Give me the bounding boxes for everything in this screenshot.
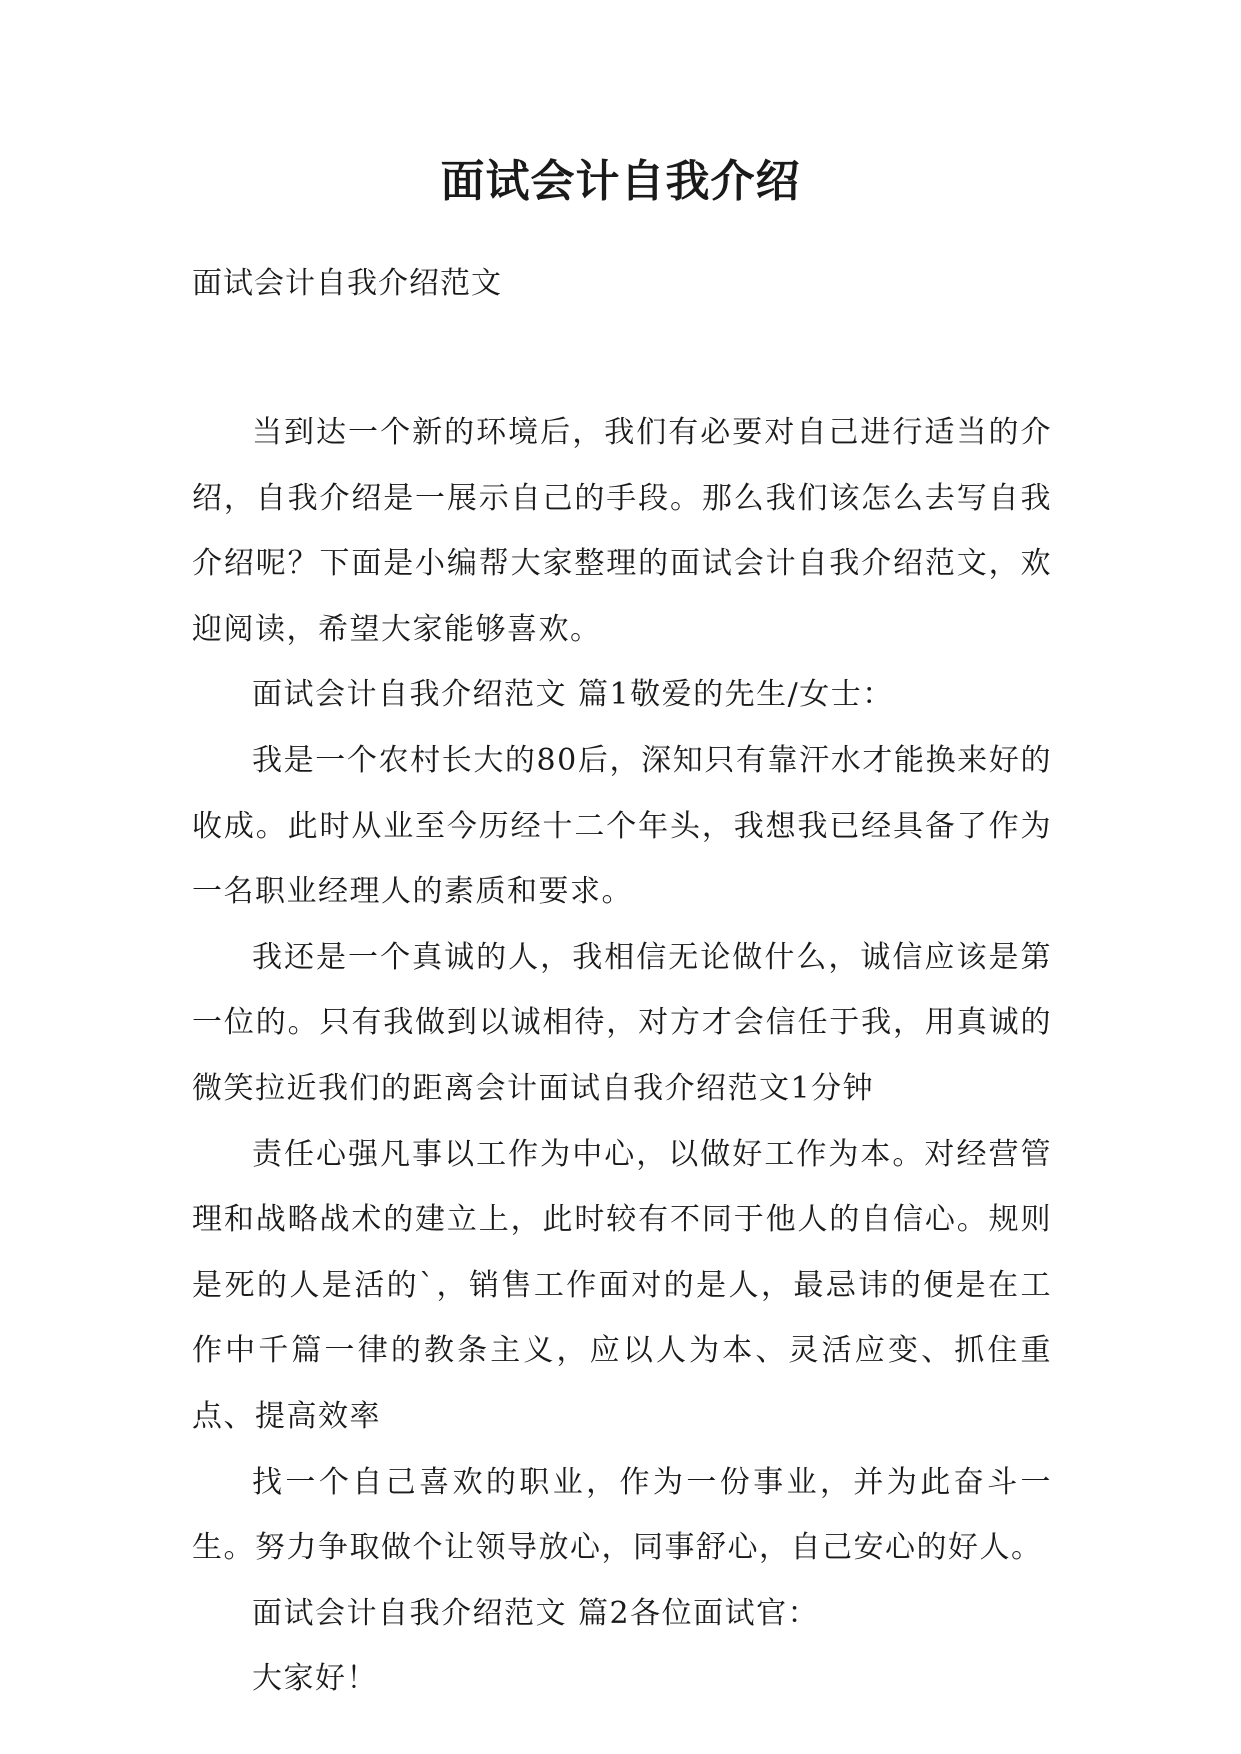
- paragraph: 面试会计自我介绍范文 篇1敬爱的先生/女士：: [252, 677, 894, 713]
- paragraph: 找一个自己喜欢的职业，作为一份事业，并为此奋斗一生。努力争取做个让领导放心，同事舒心，自己安心的好人。: [192, 1464, 1052, 1566]
- document-subtitle: 面试会计自我介绍范文: [192, 266, 502, 301]
- paragraph: 责任心强凡事以工作为中心，以做好工作为本。对经营管理和战略战术的建立上，此时较有不同于他人的自信心。规则是死的人是活的`，销售工作面对的是人，最忌讳的便是在工作中千篇一律的教条主义，应以人为本、灵活应变、抓住重点、提高效率: [192, 1136, 1052, 1434]
- paragraph: 我还是一个真诚的人，我相信无论做什么，诚信应该是第一位的。只有我做到以诚相待，对方才会信任于我，用真诚的微笑拉近我们的距离会计面试自我介绍范文1分钟: [192, 939, 1052, 1106]
- paragraph: 大家好！: [252, 1661, 378, 1697]
- paragraph: 面试会计自我介绍范文 篇2各位面试官：: [252, 1595, 820, 1631]
- paragraph: 当到达一个新的环境后，我们有必要对自己进行适当的介绍，自我介绍是一展示自己的手段。那么我们该怎么去写自我介绍呢？下面是小编帮大家整理的面试会计自我介绍范文，欢迎阅读，希望大家能够喜欢。: [192, 415, 1052, 647]
- document-title: 面试会计自我介绍: [440, 156, 801, 207]
- document-body: [192, 400, 1052, 1712]
- paragraph: 我是一个农村长大的80后，深知只有靠汗水才能换来好的收成。此时从业至今历经十二个年头，我想我已经具备了作为一名职业经理人的素质和要求。: [192, 742, 1052, 910]
